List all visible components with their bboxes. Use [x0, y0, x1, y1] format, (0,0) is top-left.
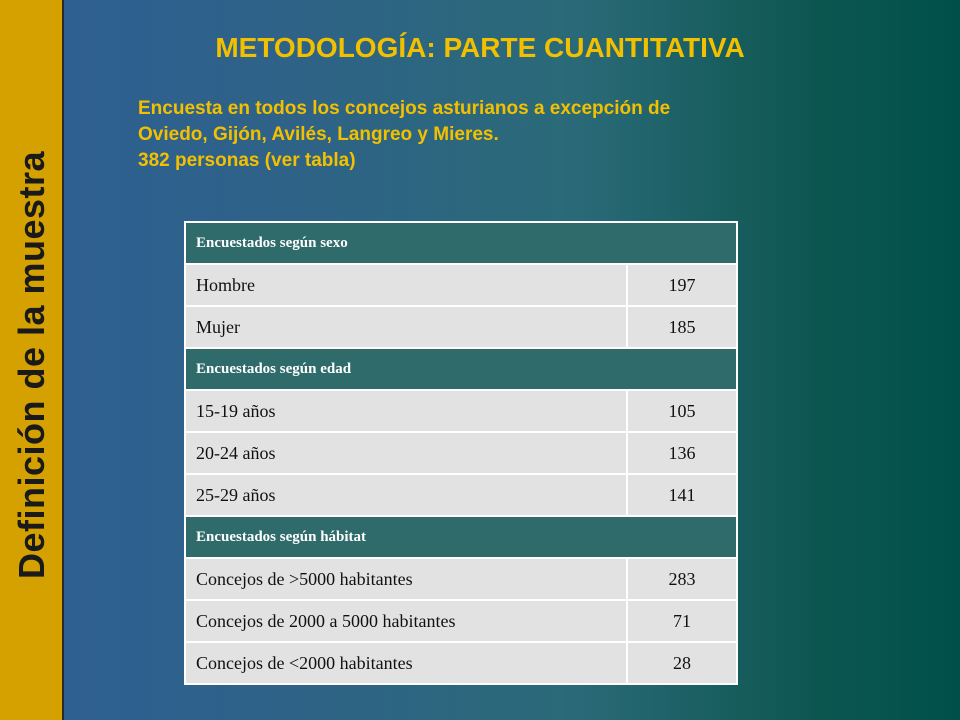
sample-table	[184, 221, 738, 685]
row-value: 136	[627, 432, 737, 474]
row-label: Hombre	[185, 264, 627, 306]
section-header-edad	[185, 348, 737, 390]
table-row	[185, 558, 737, 600]
table-row	[185, 432, 737, 474]
row-value: 283	[627, 558, 737, 600]
table-row	[185, 264, 737, 306]
section-header-label: Encuestados según sexo	[185, 222, 737, 264]
row-value: 185	[627, 306, 737, 348]
table-row	[185, 642, 737, 684]
row-label: Concejos de 2000 a 5000 habitantes	[185, 600, 627, 642]
row-label: Concejos de <2000 habitantes	[185, 642, 627, 684]
side-title: Definición de la muestra	[11, 150, 52, 580]
subtitle-line: Encuesta en todos los concejos asturianos a excepción de	[138, 98, 671, 119]
table-row	[185, 306, 737, 348]
row-value: 105	[627, 390, 737, 432]
row-label: Concejos de >5000 habitantes	[185, 558, 627, 600]
subtitle-line: 382 personas (ver tabla)	[138, 150, 356, 171]
row-value: 141	[627, 474, 737, 516]
section-header-label: Encuestados según edad	[185, 348, 737, 390]
row-label: 20-24 años	[185, 432, 627, 474]
section-header-label: Encuestados según hábitat	[185, 516, 737, 558]
row-value: 197	[627, 264, 737, 306]
section-header-habitat	[185, 516, 737, 558]
page-title: METODOLOGÍA: PARTE CUANTITATIVA	[215, 32, 745, 63]
table-row	[185, 600, 737, 642]
row-value: 71	[627, 600, 737, 642]
side-bar	[0, 0, 64, 720]
row-value: 28	[627, 642, 737, 684]
table-row	[185, 474, 737, 516]
row-label: 15-19 años	[185, 390, 627, 432]
table-row	[185, 390, 737, 432]
subtitle	[138, 96, 838, 174]
row-label: 25-29 años	[185, 474, 627, 516]
row-label: Mujer	[185, 306, 627, 348]
section-header-sexo	[185, 222, 737, 264]
subtitle-line: Oviedo, Gijón, Avilés, Langreo y Mieres.	[138, 124, 499, 145]
